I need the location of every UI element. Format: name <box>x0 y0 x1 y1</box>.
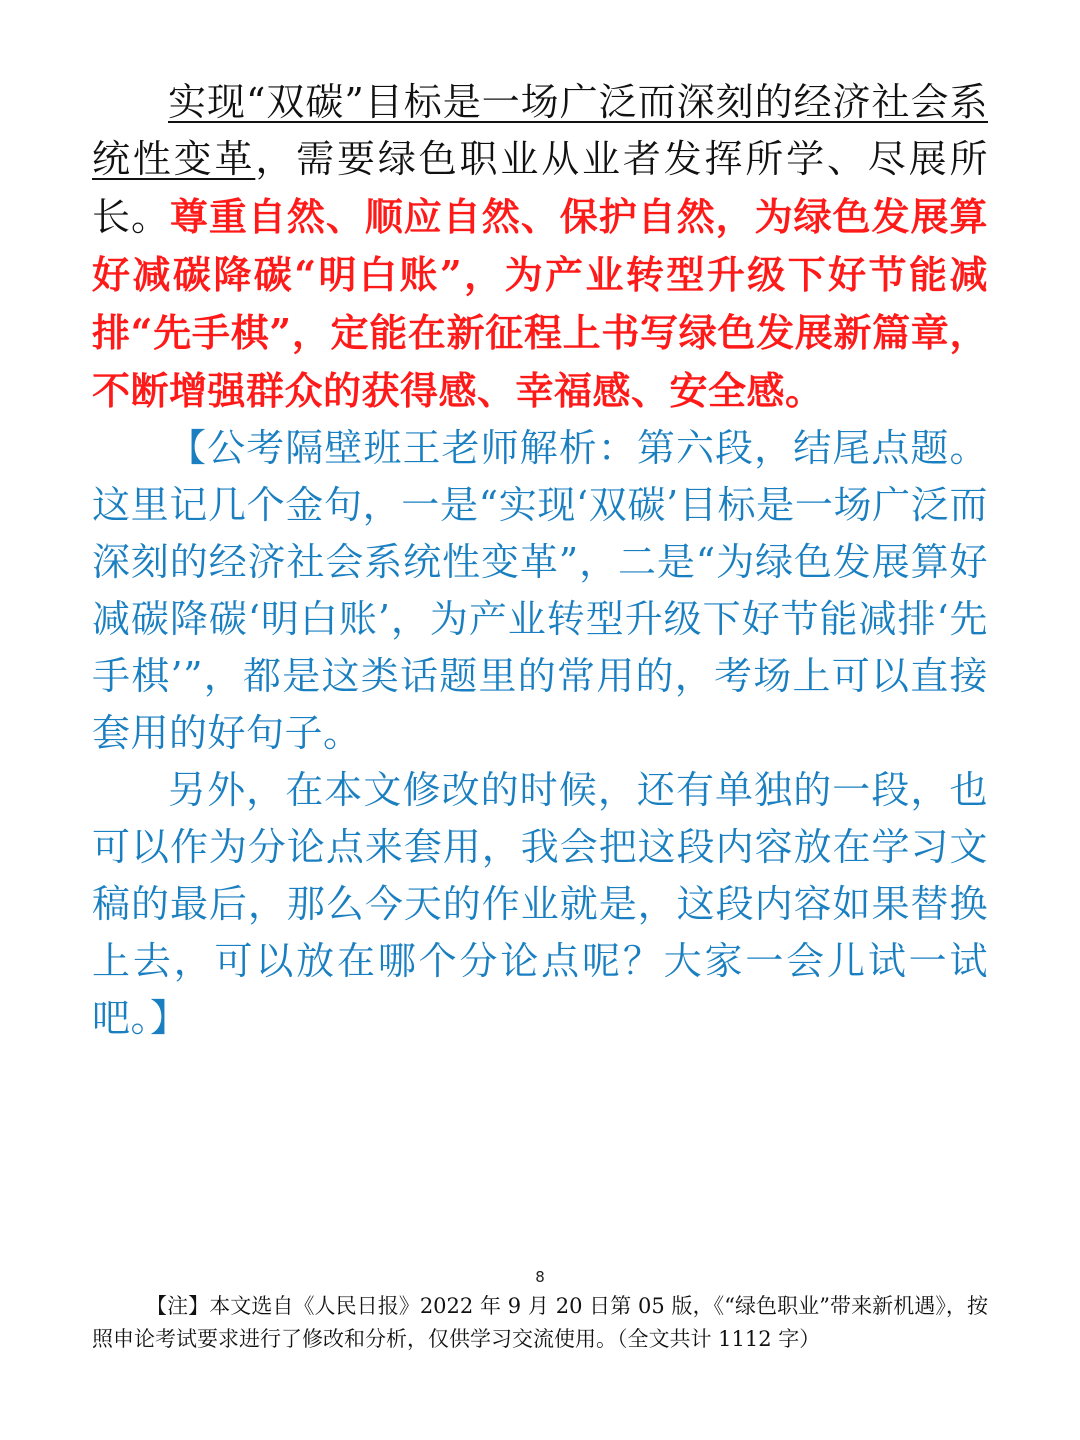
underlined-sentence: 实现“双碳”目标是一场广泛而深刻的经济社会系统性变革 <box>92 80 988 181</box>
paragraph-closing <box>92 74 988 420</box>
footnote: 【注】本文选自《人民日报》2022 年 9 月 20 日第 05 版，《“绿色职业”带来新机遇》，按照申论考试要求进行了修改和分析，仅供学习交流使用。（全文共计 1112 字） <box>92 1294 988 1351</box>
highlighted-red-sentence: 尊重自然、顺应自然、保护自然，为绿色发展算好减碳降碳“明白账”，为产业转型升级下好节能减排“先手棋”，定能在新征程上书写绿色发展新篇章，不断增强群众的获得感、幸福感、安全感。 <box>92 194 988 413</box>
page-number: 8 <box>535 1268 545 1286</box>
paragraph-analysis: 【公考隔壁班王老师解析：第六段，结尾点题。这里记几个金句，一是“实现‘双碳’目标是一场广泛而深刻的经济社会系统性变革”，二是“为绿色发展算好减碳降碳‘明白账’，为产业转型升级下好节能减排‘先手棋’”，都是这类话题里的常用的，考场上可以直接套用的好句子。 <box>92 426 988 755</box>
document-body <box>92 74 988 1047</box>
plain-sentence: ，需要绿色职业从业者发挥所学、尽展所长。 <box>92 137 988 239</box>
paragraph-homework: 另外，在本文修改的时候，还有单独的一段，也可以作为分论点来套用，我会把这段内容放在学习文稿的最后，那么今天的作业就是，这段内容如果替换上去，可以放在哪个分论点呢？大家一会儿试一试吧。】 <box>92 768 988 1040</box>
